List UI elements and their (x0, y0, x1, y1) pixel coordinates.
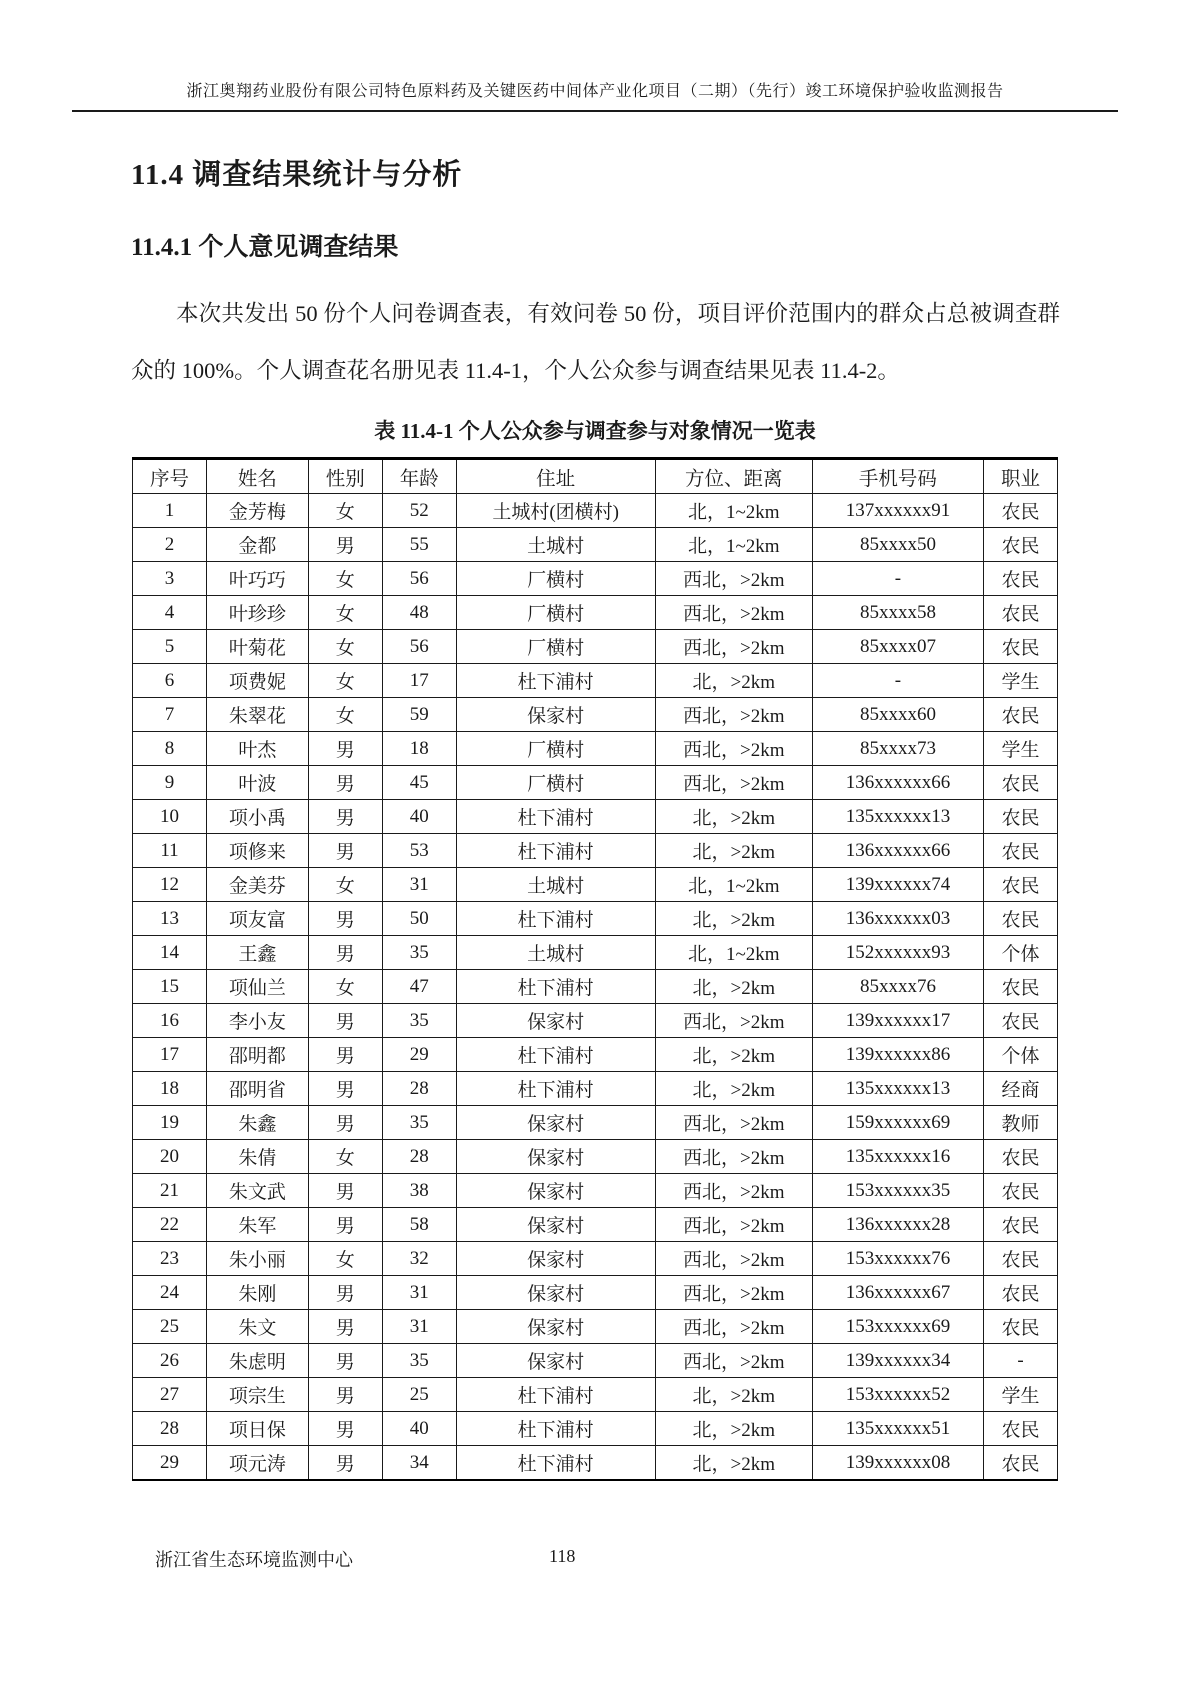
table-cell: 农民 (984, 800, 1058, 834)
table-cell: 学生 (984, 664, 1058, 698)
table-cell: 24 (133, 1276, 207, 1310)
table-cell: 40 (382, 1412, 456, 1446)
table-cell: 西北，>2km (655, 1174, 812, 1208)
table-cell: 个体 (984, 936, 1058, 970)
table-cell: 男 (308, 1004, 382, 1038)
table-cell: 139xxxxxx08 (812, 1446, 983, 1481)
table-cell: 西北，>2km (655, 1344, 812, 1378)
table-cell: 保家村 (456, 1276, 655, 1310)
table-cell: - (812, 664, 983, 698)
table-cell: 土城村 (456, 868, 655, 902)
table-row (133, 732, 1058, 766)
table-row (133, 1276, 1058, 1310)
table-cell: 女 (308, 698, 382, 732)
table-cell: 55 (382, 528, 456, 562)
table-cell: 杜下浦村 (456, 800, 655, 834)
table-cell: 土城村 (456, 936, 655, 970)
table-cell: 叶菊花 (207, 630, 309, 664)
table-cell: 西北，>2km (655, 1276, 812, 1310)
column-header: 序号 (133, 459, 207, 494)
table-cell: 西北，>2km (655, 1242, 812, 1276)
table-cell: 7 (133, 698, 207, 732)
column-header: 方位、距离 (655, 459, 812, 494)
table-cell: 农民 (984, 1242, 1058, 1276)
table-row (133, 868, 1058, 902)
table-cell: 叶波 (207, 766, 309, 800)
table-cell: 38 (382, 1174, 456, 1208)
column-header: 性别 (308, 459, 382, 494)
table-row (133, 1310, 1058, 1344)
table-cell: 5 (133, 630, 207, 664)
table-cell: 男 (308, 732, 382, 766)
table-cell: 20 (133, 1140, 207, 1174)
table-cell: 男 (308, 1174, 382, 1208)
table-cell: 152xxxxxx93 (812, 936, 983, 970)
table-row (133, 1038, 1058, 1072)
table-cell: 59 (382, 698, 456, 732)
table-cell: 西北，>2km (655, 698, 812, 732)
table-cell: 北，>2km (655, 1038, 812, 1072)
table-cell: 25 (133, 1310, 207, 1344)
table-row (133, 1072, 1058, 1106)
table-cell: 16 (133, 1004, 207, 1038)
table-cell: 朱翠花 (207, 698, 309, 732)
table-cell: 项日保 (207, 1412, 309, 1446)
table-row (133, 1378, 1058, 1412)
table-cell: 31 (382, 868, 456, 902)
table-cell: 杜下浦村 (456, 1446, 655, 1481)
table-cell: 153xxxxxx69 (812, 1310, 983, 1344)
table-cell: 叶杰 (207, 732, 309, 766)
table-cell: 男 (308, 1072, 382, 1106)
table-cell: 朱小丽 (207, 1242, 309, 1276)
table-cell: 18 (382, 732, 456, 766)
table-cell: 杜下浦村 (456, 664, 655, 698)
table-row (133, 902, 1058, 936)
table-cell: 159xxxxxx69 (812, 1106, 983, 1140)
table-cell: 34 (382, 1446, 456, 1481)
table-cell: 保家村 (456, 1174, 655, 1208)
table-cell: 保家村 (456, 1106, 655, 1140)
table-cell: 杜下浦村 (456, 1412, 655, 1446)
table-cell: 土城村 (456, 528, 655, 562)
table-cell: 朱刚 (207, 1276, 309, 1310)
table-cell: 杜下浦村 (456, 1072, 655, 1106)
table-row (133, 1106, 1058, 1140)
table-cell: 西北，>2km (655, 1140, 812, 1174)
table-cell: 48 (382, 596, 456, 630)
table-cell: 17 (382, 664, 456, 698)
table-row (133, 800, 1058, 834)
table-cell: 40 (382, 800, 456, 834)
table-cell: 农民 (984, 766, 1058, 800)
table-cell: 男 (308, 528, 382, 562)
table-cell: 139xxxxxx74 (812, 868, 983, 902)
table-cell: 项费妮 (207, 664, 309, 698)
table-cell: 29 (133, 1446, 207, 1481)
table-row (133, 1004, 1058, 1038)
table-cell: 厂横村 (456, 732, 655, 766)
table-cell: 金美芬 (207, 868, 309, 902)
table-cell: 农民 (984, 630, 1058, 664)
table-cell: 男 (308, 902, 382, 936)
table-cell: 男 (308, 834, 382, 868)
table-cell: 西北，>2km (655, 732, 812, 766)
table-cell: 农民 (984, 902, 1058, 936)
table-cell: 北，>2km (655, 970, 812, 1004)
table-cell: 男 (308, 1412, 382, 1446)
table-cell: 137xxxxxx91 (812, 494, 983, 528)
table-cell: 28 (133, 1412, 207, 1446)
table-cell: 农民 (984, 596, 1058, 630)
table-cell: 杜下浦村 (456, 1378, 655, 1412)
table-cell: 男 (308, 1208, 382, 1242)
table-cell: 男 (308, 1106, 382, 1140)
table-cell: 男 (308, 1038, 382, 1072)
table-cell: 朱文 (207, 1310, 309, 1344)
column-header: 住址 (456, 459, 655, 494)
table-cell: 农民 (984, 970, 1058, 1004)
table-cell: 25 (382, 1378, 456, 1412)
table-cell: 35 (382, 1004, 456, 1038)
table-cell: 农民 (984, 1412, 1058, 1446)
page-footer (131, 1546, 1059, 1572)
table-cell: 保家村 (456, 698, 655, 732)
table-cell: 2 (133, 528, 207, 562)
table-cell: 32 (382, 1242, 456, 1276)
table-row (133, 596, 1058, 630)
table-row (133, 766, 1058, 800)
table-cell: 北，1~2km (655, 936, 812, 970)
table-cell: 保家村 (456, 1208, 655, 1242)
table-cell: 邵明都 (207, 1038, 309, 1072)
footer-organization: 浙江省生态环境监测中心 (155, 1550, 353, 1570)
table-row (133, 1412, 1058, 1446)
footer-page-number: 118 (549, 1546, 576, 1566)
table-cell: 朱鑫 (207, 1106, 309, 1140)
table-cell: 农民 (984, 1276, 1058, 1310)
table-cell: 139xxxxxx17 (812, 1004, 983, 1038)
table-cell: - (984, 1344, 1058, 1378)
table-cell: 45 (382, 766, 456, 800)
table-body (133, 494, 1058, 1481)
table-cell: 28 (382, 1140, 456, 1174)
table-header-row (133, 459, 1058, 494)
table-cell: 14 (133, 936, 207, 970)
table-cell: 35 (382, 1106, 456, 1140)
table-cell: 男 (308, 800, 382, 834)
table-cell: 朱虑明 (207, 1344, 309, 1378)
table-cell: 经商 (984, 1072, 1058, 1106)
table-cell: 项修来 (207, 834, 309, 868)
table-cell: 女 (308, 1140, 382, 1174)
table-row (133, 970, 1058, 1004)
table-cell: 10 (133, 800, 207, 834)
table-cell: 85xxxx07 (812, 630, 983, 664)
table-cell: 北，>2km (655, 834, 812, 868)
table-cell: 35 (382, 936, 456, 970)
table-cell: 135xxxxxx13 (812, 1072, 983, 1106)
table-cell: 保家村 (456, 1310, 655, 1344)
table-cell: 男 (308, 766, 382, 800)
table-cell: 北，>2km (655, 1072, 812, 1106)
table-row (133, 528, 1058, 562)
table-cell: 135xxxxxx13 (812, 800, 983, 834)
table-cell: 女 (308, 630, 382, 664)
table-cell: 9 (133, 766, 207, 800)
table-cell: 农民 (984, 1208, 1058, 1242)
table-cell: 136xxxxxx66 (812, 766, 983, 800)
table-row (133, 1174, 1058, 1208)
table-cell: 56 (382, 630, 456, 664)
table-cell: 项仙兰 (207, 970, 309, 1004)
table-cell: 男 (308, 1446, 382, 1481)
table-cell: 邵明省 (207, 1072, 309, 1106)
table-cell: 王鑫 (207, 936, 309, 970)
table-cell: 17 (133, 1038, 207, 1072)
intro-paragraph: 本次共发出 50 份个人问卷调查表，有效问卷 50 份，项目评价范围内的群众占总被调查群众的 100%。个人调查花名册见表 11.4-1，个人公众参与调查结果见表 11.4-2。 (131, 301, 1060, 383)
table-row (133, 562, 1058, 596)
table-cell: 136xxxxxx67 (812, 1276, 983, 1310)
running-header-title: 浙江奥翔药业股份有限公司特色原料药及关键医药中间体产业化项目（二期）（先行）竣工环境保护验收监测报告 (72, 78, 1118, 112)
table-cell: 农民 (984, 834, 1058, 868)
table-cell: 26 (133, 1344, 207, 1378)
table-cell: 北，>2km (655, 1378, 812, 1412)
table-cell: 土城村(团横村) (456, 494, 655, 528)
table-cell: 13 (133, 902, 207, 936)
table-cell: 农民 (984, 1446, 1058, 1481)
table-row (133, 1208, 1058, 1242)
table-cell: 农民 (984, 698, 1058, 732)
table-cell: - (812, 562, 983, 596)
table-cell: 56 (382, 562, 456, 596)
table-row (133, 630, 1058, 664)
table-cell: 朱倩 (207, 1140, 309, 1174)
table-cell: 男 (308, 1378, 382, 1412)
table-cell: 杜下浦村 (456, 902, 655, 936)
table-cell: 北，1~2km (655, 868, 812, 902)
table-cell: 厂横村 (456, 766, 655, 800)
table-cell: 厂横村 (456, 596, 655, 630)
table-cell: 项友富 (207, 902, 309, 936)
table-cell: 男 (308, 936, 382, 970)
table-cell: 西北，>2km (655, 596, 812, 630)
table-cell: 北，1~2km (655, 528, 812, 562)
table-cell: 23 (133, 1242, 207, 1276)
table-cell: 金芳梅 (207, 494, 309, 528)
table-cell: 北，>2km (655, 1446, 812, 1481)
table-cell: 85xxxx60 (812, 698, 983, 732)
table-cell: 136xxxxxx03 (812, 902, 983, 936)
survey-participants-table (132, 457, 1058, 1481)
table-cell: 金都 (207, 528, 309, 562)
table-cell: 保家村 (456, 1004, 655, 1038)
table-cell: 西北，>2km (655, 1004, 812, 1038)
table-cell: 西北，>2km (655, 766, 812, 800)
table-row (133, 1242, 1058, 1276)
table-cell: 西北，>2km (655, 1310, 812, 1344)
table-cell: 男 (308, 1276, 382, 1310)
table-cell: 女 (308, 664, 382, 698)
table-cell: 保家村 (456, 1242, 655, 1276)
column-header: 职业 (984, 459, 1058, 494)
table-cell: 个体 (984, 1038, 1058, 1072)
table-cell: 李小友 (207, 1004, 309, 1038)
table-cell: 厂横村 (456, 630, 655, 664)
table-cell: 男 (308, 1310, 382, 1344)
table-cell: 135xxxxxx51 (812, 1412, 983, 1446)
table-cell: 女 (308, 868, 382, 902)
table-cell: 6 (133, 664, 207, 698)
subsection-heading-11-4-1: 11.4.1 个人意见调查结果 (131, 234, 399, 261)
table-cell: 8 (133, 732, 207, 766)
table-cell: 85xxxx76 (812, 970, 983, 1004)
table-cell: 27 (133, 1378, 207, 1412)
table-row (133, 494, 1058, 528)
table-row (133, 698, 1058, 732)
table-cell: 项元涛 (207, 1446, 309, 1481)
table-row (133, 664, 1058, 698)
table-cell: 85xxxx50 (812, 528, 983, 562)
table-cell: 西北，>2km (655, 562, 812, 596)
table-cell: 项宗生 (207, 1378, 309, 1412)
column-header: 手机号码 (812, 459, 983, 494)
table-cell: 19 (133, 1106, 207, 1140)
table-cell: 农民 (984, 1174, 1058, 1208)
table-cell: 4 (133, 596, 207, 630)
table-cell: 85xxxx73 (812, 732, 983, 766)
table-cell: 135xxxxxx16 (812, 1140, 983, 1174)
table-cell: 杜下浦村 (456, 834, 655, 868)
table-cell: 女 (308, 494, 382, 528)
table-cell: 29 (382, 1038, 456, 1072)
table-cell: 15 (133, 970, 207, 1004)
table-cell: 50 (382, 902, 456, 936)
table-cell: 朱文武 (207, 1174, 309, 1208)
table-cell: 女 (308, 970, 382, 1004)
table-cell: 西北，>2km (655, 1208, 812, 1242)
table-cell: 北，>2km (655, 800, 812, 834)
table-cell: 西北，>2km (655, 630, 812, 664)
table-cell: 58 (382, 1208, 456, 1242)
table-cell: 项小禹 (207, 800, 309, 834)
table-cell: 85xxxx58 (812, 596, 983, 630)
table-cell: 叶巧巧 (207, 562, 309, 596)
table-row (133, 1140, 1058, 1174)
table-cell: 女 (308, 562, 382, 596)
table-row (133, 1344, 1058, 1378)
table-cell: 女 (308, 596, 382, 630)
table-cell: 1 (133, 494, 207, 528)
table-cell: 136xxxxxx28 (812, 1208, 983, 1242)
table-cell: 杜下浦村 (456, 1038, 655, 1072)
table-cell: 农民 (984, 1140, 1058, 1174)
table-cell: 农民 (984, 562, 1058, 596)
table-cell: 139xxxxxx34 (812, 1344, 983, 1378)
table-row (133, 1446, 1058, 1481)
table-caption: 表 11.4-1 个人公众参与调查参与对象情况一览表 (374, 419, 816, 443)
table-row (133, 834, 1058, 868)
table-cell: 北，1~2km (655, 494, 812, 528)
table-row (133, 936, 1058, 970)
table-cell: 21 (133, 1174, 207, 1208)
table-cell: 保家村 (456, 1344, 655, 1378)
table-cell: 叶珍珍 (207, 596, 309, 630)
table-cell: 139xxxxxx86 (812, 1038, 983, 1072)
table-cell: 学生 (984, 732, 1058, 766)
table-cell: 3 (133, 562, 207, 596)
table-cell: 12 (133, 868, 207, 902)
table-cell: 杜下浦村 (456, 970, 655, 1004)
table-cell: 男 (308, 1344, 382, 1378)
table-cell: 53 (382, 834, 456, 868)
table-cell: 农民 (984, 868, 1058, 902)
table-cell: 朱军 (207, 1208, 309, 1242)
table-cell: 北，>2km (655, 1412, 812, 1446)
table-cell: 22 (133, 1208, 207, 1242)
table-cell: 31 (382, 1276, 456, 1310)
table-cell: 153xxxxxx76 (812, 1242, 983, 1276)
table-cell: 52 (382, 494, 456, 528)
table-cell: 女 (308, 1242, 382, 1276)
table-cell: 厂横村 (456, 562, 655, 596)
table-cell: 西北，>2km (655, 1106, 812, 1140)
table-cell: 农民 (984, 1310, 1058, 1344)
table-cell: 31 (382, 1310, 456, 1344)
table-cell: 农民 (984, 494, 1058, 528)
section-heading-11-4: 11.4 调查结果统计与分析 (131, 159, 463, 191)
table-cell: 136xxxxxx66 (812, 834, 983, 868)
table-cell: 北，>2km (655, 664, 812, 698)
table-cell: 学生 (984, 1378, 1058, 1412)
table-cell: 农民 (984, 528, 1058, 562)
table-cell: 保家村 (456, 1140, 655, 1174)
column-header: 年龄 (382, 459, 456, 494)
table-cell: 教师 (984, 1106, 1058, 1140)
table-cell: 47 (382, 970, 456, 1004)
table-cell: 153xxxxxx35 (812, 1174, 983, 1208)
table-cell: 18 (133, 1072, 207, 1106)
table-cell: 35 (382, 1344, 456, 1378)
table-cell: 农民 (984, 1004, 1058, 1038)
column-header: 姓名 (207, 459, 309, 494)
table-cell: 北，>2km (655, 902, 812, 936)
table-cell: 11 (133, 834, 207, 868)
table-cell: 28 (382, 1072, 456, 1106)
table-cell: 153xxxxxx52 (812, 1378, 983, 1412)
